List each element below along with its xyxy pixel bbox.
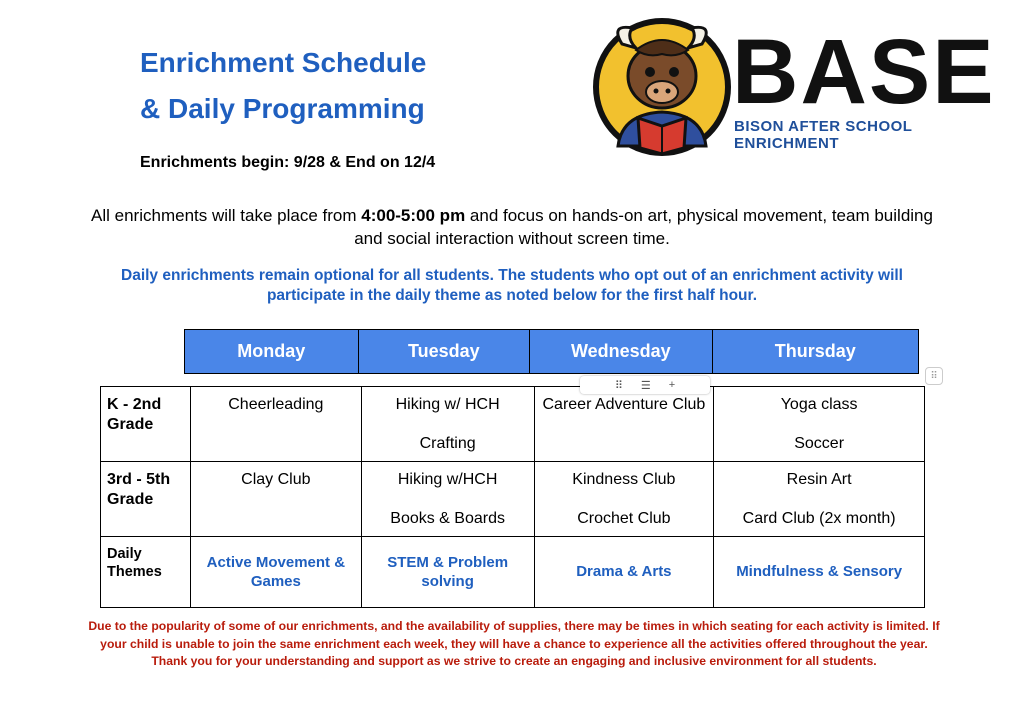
- schedule-table: [100, 386, 925, 608]
- day-header-row: [184, 329, 919, 374]
- intro-time: 4:00-5:00 pm: [361, 206, 466, 225]
- table-cell: [714, 462, 925, 537]
- add-icon[interactable]: +: [668, 379, 676, 391]
- table-cell: [534, 462, 714, 537]
- theme-cell: Active Movement & Games: [190, 537, 361, 608]
- activity: Card Club (2x month): [742, 509, 896, 527]
- title-line-2: & Daily Programming: [140, 93, 425, 124]
- table-row: [101, 387, 925, 462]
- table-cell: [361, 462, 534, 537]
- intro-text-before: All enrichments will take place from: [91, 206, 362, 225]
- table-cell: Career Adventure Club: [534, 387, 714, 462]
- day-header-wednesday: Wednesday: [530, 330, 713, 373]
- grade-label: Daily Themes: [101, 537, 191, 608]
- table-row: [101, 537, 925, 608]
- grade-label: K - 2nd Grade: [101, 387, 191, 462]
- theme-cell: STEM & Problem solving: [361, 537, 534, 608]
- logo-tagline: BISON AFTER SCHOOL ENRICHMENT: [734, 118, 913, 152]
- logo-wordmark: BASE: [732, 21, 996, 123]
- intro-text-after: and focus on hands-on art, physical movement, team building and social interaction without screen time.: [354, 206, 933, 248]
- table-cell: Cheerleading: [190, 387, 361, 462]
- sort-icon[interactable]: ☰: [640, 379, 651, 392]
- base-logo: [592, 14, 1004, 159]
- intro-paragraph: [80, 204, 944, 250]
- activity: Crafting: [419, 434, 476, 452]
- title-line-1: Enrichment Schedule: [140, 47, 427, 78]
- activity: Resin Art: [786, 471, 852, 488]
- day-header-monday: Monday: [185, 330, 359, 373]
- day-header-tuesday: Tuesday: [359, 330, 531, 373]
- bison-mascot-icon: [592, 14, 732, 159]
- table-row: [101, 462, 925, 537]
- table-cell: [361, 387, 534, 462]
- activity: Hiking w/HCH: [397, 471, 498, 488]
- activity: Crochet Club: [577, 509, 671, 527]
- page-title: [140, 40, 426, 132]
- grade-label: 3rd - 5th Grade: [101, 462, 191, 537]
- activity: Soccer: [794, 434, 845, 452]
- enrichment-dates: Enrichments begin: 9/28 & End on 12/4: [140, 154, 436, 171]
- availability-disclaimer: Due to the popularity of some of our enrichments, and the availability of supplies, there may be times in which seating for each activity is limited. If your child is unable to join the same enrichment each week, they will have a chance to experience all the activities offered throughout the year. Thank you for your understanding and support as we strive to create an engaging and inclusive environment for all students.: [88, 619, 940, 669]
- table-drag-handle-icon[interactable]: ⠿: [925, 367, 943, 385]
- day-header-thursday: Thursday: [713, 330, 918, 373]
- activity: Books & Boards: [390, 509, 505, 527]
- activity: Hiking w/ HCH: [395, 396, 500, 413]
- table-cell: [714, 387, 925, 462]
- activity: Yoga class: [780, 396, 858, 413]
- drag-handle-icon[interactable]: ⠿: [614, 379, 623, 392]
- optional-note: Daily enrichments remain optional for all students. The students who opt out of an enrichment activity will participate in the daily theme as noted below for the first half hour.: [121, 267, 903, 304]
- theme-cell: Mindfulness & Sensory: [714, 537, 925, 608]
- activity: Kindness Club: [572, 471, 676, 488]
- theme-cell: Drama & Arts: [534, 537, 714, 608]
- table-toolbar[interactable]: [580, 376, 710, 394]
- table-cell: Clay Club: [190, 462, 361, 537]
